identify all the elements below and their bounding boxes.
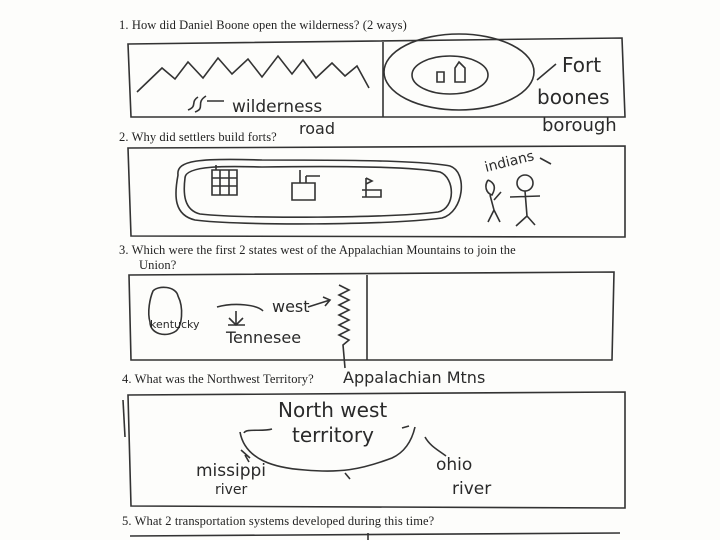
- answer-box-q3: [129, 272, 614, 360]
- question-2-number: 2.: [119, 130, 129, 144]
- appalachian-mountains-drawing: [339, 285, 349, 368]
- question-3-text-line2: Union?: [139, 258, 177, 272]
- mountains-drawing: [137, 56, 369, 92]
- handwriting-kentucky: kentucky: [150, 318, 200, 331]
- wilderness-road-drawing: [188, 96, 206, 112]
- handwriting-boones: boones: [537, 85, 610, 109]
- handwriting-appalachian-mtns: Appalachian Mtns: [343, 368, 486, 387]
- handwriting-ohio: ohio: [436, 455, 473, 475]
- answer-box-q5: [130, 533, 620, 540]
- handwriting-road: road: [299, 119, 335, 138]
- handwriting-missippi: missippi: [196, 461, 267, 481]
- handwriting-borough: borough: [542, 115, 617, 136]
- handwriting-west: west: [272, 297, 310, 316]
- fort-oval-drawing: [384, 34, 534, 110]
- question-3-text: Which were the first 2 states west of the Appalachian Mountains to join the: [131, 243, 516, 257]
- handwriting-wilderness: wilderness: [232, 97, 323, 117]
- handwriting-missippi-river: river: [215, 482, 248, 498]
- handwriting-indians: indians: [483, 148, 536, 176]
- indian-figure-drawing: [486, 180, 501, 222]
- handwriting-territory: territory: [292, 423, 374, 447]
- question-5-text: What 2 transportation systems developed during this time?: [134, 514, 435, 528]
- handwriting-ohio-river: river: [452, 479, 492, 499]
- question-5-number: 5.: [122, 514, 132, 528]
- question-3-number: 3.: [119, 243, 129, 257]
- question-4-number: 4.: [122, 372, 132, 386]
- question-2-text: Why did settlers build forts?: [131, 130, 277, 144]
- question-4-text: What was the Northwest Territory?: [134, 372, 314, 386]
- question-1-text: How did Daniel Boone open the wilderness? (2 ways): [131, 18, 407, 32]
- handwriting-north-west: North west: [278, 398, 388, 422]
- tennessee-drawing: [217, 304, 263, 325]
- question-1-number: 1.: [119, 18, 129, 32]
- handwriting-fort: Fort: [562, 53, 602, 77]
- handwriting-tennesee: Tennesee: [226, 328, 302, 347]
